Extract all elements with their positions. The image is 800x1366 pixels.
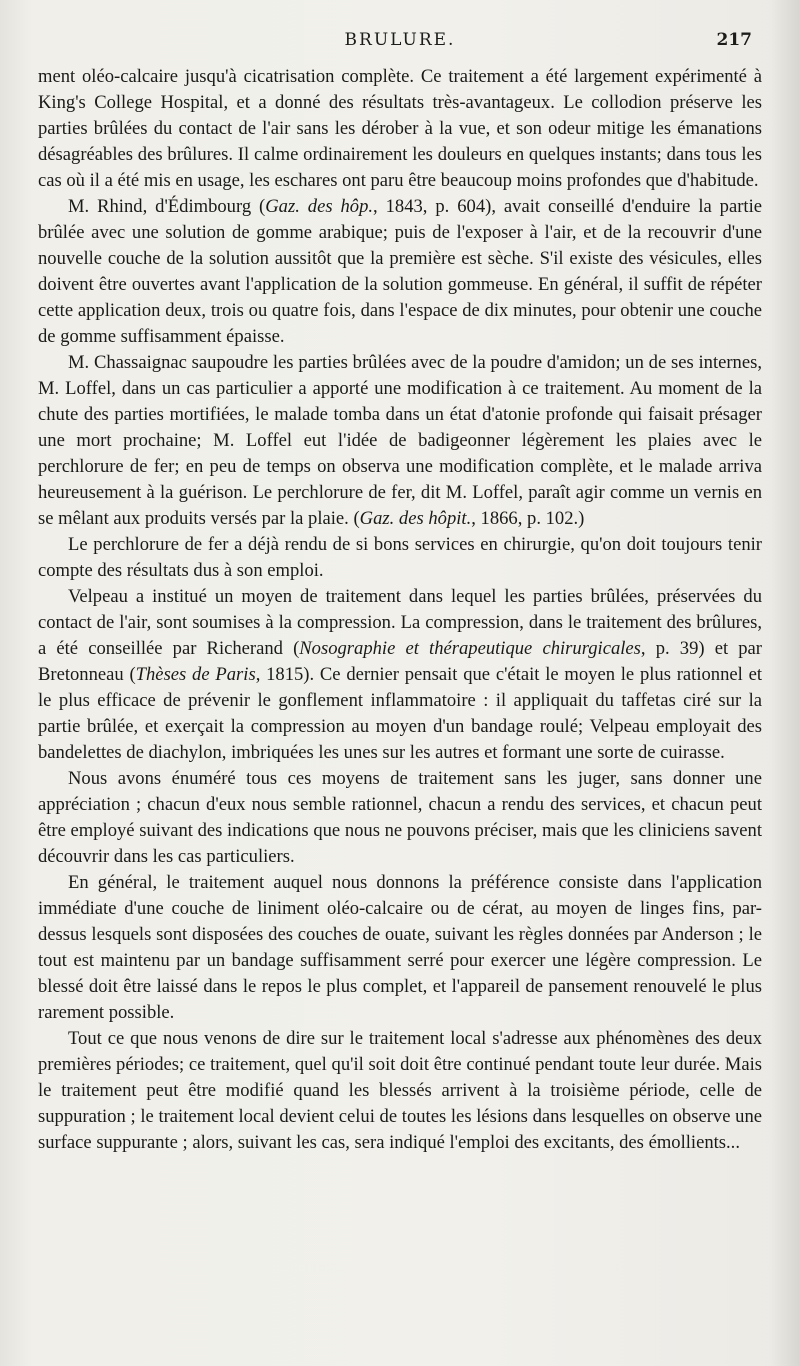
- paragraph-text: , p. 39) et par Bretonneau (: [38, 638, 762, 685]
- citation-title: Thèses de Paris: [135, 664, 256, 685]
- page-header: [0, 30, 800, 60]
- paragraph-text: , 1815). Ce dernier pensait que c'était le moyen le plus rationnel et le plus efficace de prévenir le gonflement inflammatoire : il appliquait du taffetas ciré sur la partie brûlée, et exerçait la compression au moyen d'un bandage roulé; Velpeau employait des bandelettes de diachylon, imbriquées les unes sur les autres et formant une sorte de cuirasse.: [38, 664, 763, 763]
- paragraph-text: M. Rhind, d'Édimbourg (: [68, 196, 266, 217]
- paragraph: [38, 1026, 762, 1156]
- running-title: BRULURE.: [344, 30, 456, 50]
- body-text: [38, 64, 762, 1156]
- paragraph-text: , 1843, p. 604), avait conseillé d'enduire la partie brûlée avec une solution de gomme arabique; puis de l'exposer à l'air, et de la recouvrir d'une nouvelle couche de la solution aussitôt que la première est sèche. S'il existe des vésicules, elles doivent être ouvertes avant l'application de la solution gommeuse. En général, il suffit de répéter cette application deux, trois ou quatre fois, dans l'espace de dix minutes, pour obtenir une couche de gomme suffisamment épaisse.: [38, 196, 763, 347]
- paragraph: [38, 194, 762, 350]
- paragraph-text: Velpeau a institué un moyen de traitement dans lequel les parties brûlées, préservées du contact de l'air, sont soumises à la compression. La compression, dans le traitement des brûlures, a été conseillée par Richerand (: [38, 586, 762, 659]
- paragraph: [38, 766, 762, 870]
- paragraph-text: En général, le traitement auquel nous donnons la préférence consiste dans l'application immédiate d'une couche de liniment oléo-calcaire ou de cérat, au moyen de linges fins, par-dessus lesquels sont disposées des couches de ouate, suivant les règles données par Anderson ; le tout est maintenu par un bandage suffisamment serré pour exercer une légère compression. Le blessé doit être laissé dans le repos le plus complet, et l'appareil de pansement renouvelé le plus rarement possible.: [38, 872, 762, 1023]
- paragraph: [38, 870, 762, 1026]
- paragraph-text: Nous avons énuméré tous ces moyens de traitement sans les juger, sans donner une appréciation ; chacun d'eux nous semble rationnel, chacun a rendu des services, et chacun peut être employé suivant des indications que nous ne pouvons préciser, mais que les cliniciens savent découvrir dans les cas particuliers.: [38, 768, 762, 867]
- paragraph: [38, 532, 762, 584]
- paragraph: [38, 350, 762, 532]
- paragraph-text: Le perchlorure de fer a déjà rendu de si bons services en chirurgie, qu'on doit toujours tenir compte des résultats dus à son emploi.: [38, 534, 762, 581]
- paragraph-text: ment oléo-calcaire jusqu'à cicatrisation complète. Ce traitement a été largement expérimenté à King's College Hospital, et a donné des résultats très-avantageux. Le collodion préserve les parties brûlées du contact de l'air sans les dérober à la vue, et son odeur mitige les émanations désagréables des brûlures. Il calme ordinairement les douleurs en quelques instants; dans tous les cas où il a été mis en usage, les eschares ont paru être beaucoup moins profondes que d'habitude.: [38, 66, 762, 191]
- citation-title: Nosographie et thérapeutique chirurgicales: [299, 638, 641, 659]
- citation-title: Gaz. des hôp.: [265, 196, 374, 217]
- paragraph-text: M. Chassaignac saupoudre les parties brûlées avec de la poudre d'amidon; un de ses internes, M. Loffel, dans un cas particulier a apporté une modification à ce traitement. Au moment de la chute des parties mortifiées, le malade tomba dans un état d'atonie profonde qui faisait présager une mort prochaine; M. Loffel eut l'idée de badigeonner légèrement les plaies avec le perchlorure de fer; en peu de temps on observa une modification complète, et le malade arriva heureusement à la guérison. Le perchlorure de fer, dit M. Loffel, paraît agir comme un vernis en se mêlant aux produits versés par la plaie. (: [38, 352, 762, 529]
- page-number: 217: [716, 30, 752, 50]
- paragraph: [38, 64, 762, 194]
- paragraph-text: , 1866, p. 102.): [471, 508, 585, 529]
- paragraph-text: Tout ce que nous venons de dire sur le traitement local s'adresse aux phénomènes des deux premières périodes; ce traitement, quel qu'il soit doit être continué pendant toute leur durée. Mais le traitement peut être modifié quand les blessés arrivent à la troisième période, celle de suppuration ; le traitement local devient celui de toutes les lésions dans lesquelles on observe une surface suppurante ; alors, suivant les cas, sera indiqué l'emploi des excitants, des émollients...: [38, 1028, 762, 1153]
- citation-title: Gaz. des hôpit.: [359, 508, 472, 529]
- paragraph: [38, 584, 762, 766]
